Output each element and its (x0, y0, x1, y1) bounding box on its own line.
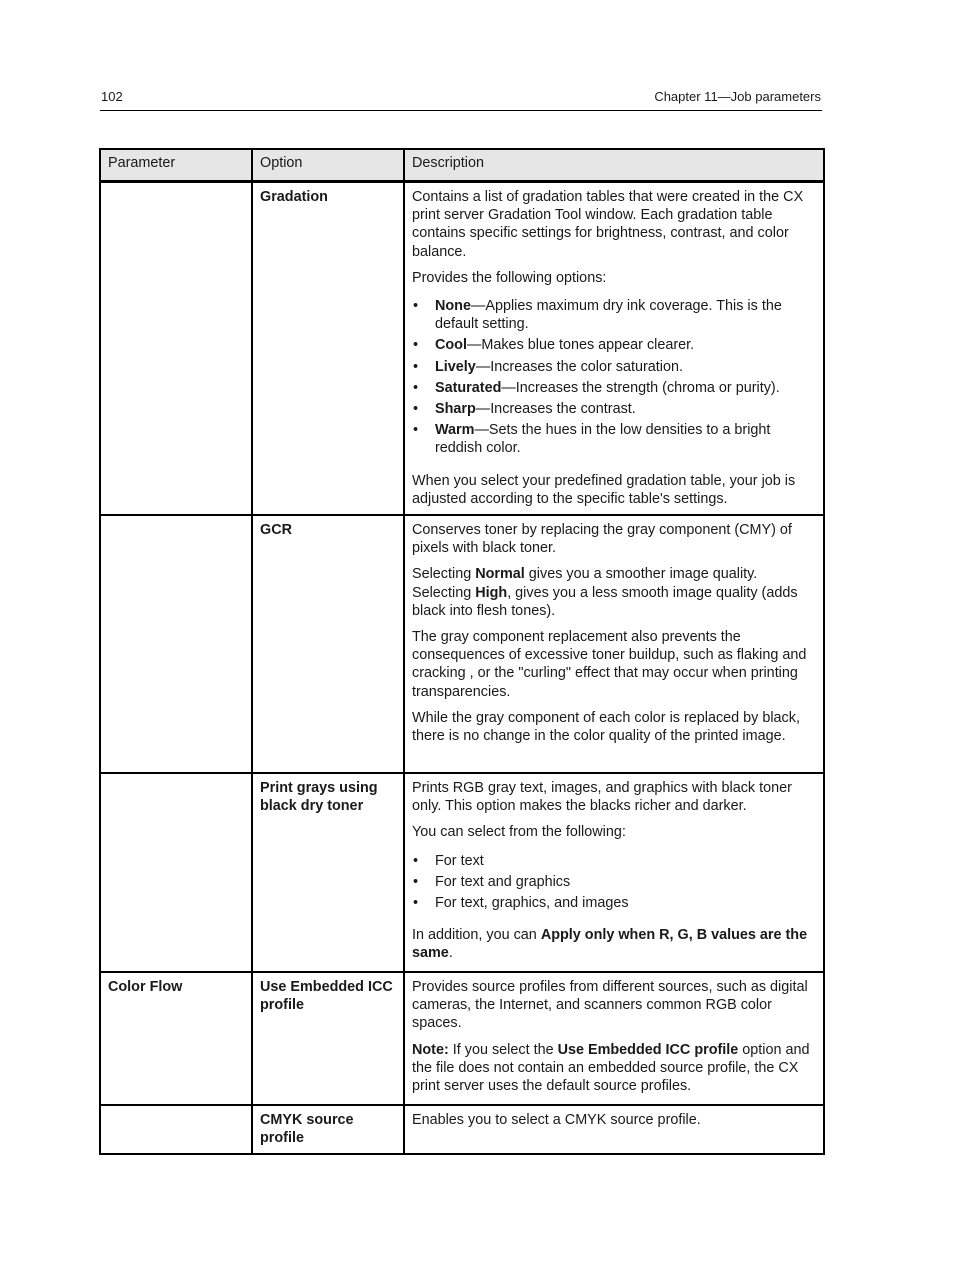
bullet-icon: • (413, 358, 419, 375)
list-item-text: —Increases the contrast. (475, 401, 636, 418)
text-run-bold: Normal (475, 566, 525, 583)
bullet-icon: • (413, 895, 419, 912)
table-row (100, 972, 824, 1105)
description-paragraph: Conserves toner by replacing the gray component (CMY) of pixels with black toner. (412, 522, 792, 557)
list-item (412, 400, 816, 418)
bullet-icon: • (413, 852, 419, 869)
bullet-icon: • (413, 337, 419, 354)
list-item-term: Cool (435, 337, 467, 354)
chapter-title: Chapter 11—Job parameters (654, 89, 821, 104)
list-item-term: None (435, 298, 471, 315)
page-number: 102 (101, 89, 123, 104)
list-item (412, 894, 816, 912)
list-item-text: For text, graphics, and images (435, 895, 629, 912)
list-item (412, 852, 816, 870)
description-paragraph (412, 1041, 816, 1096)
text-run: If you select the (448, 1041, 558, 1058)
column-header-description: Description (404, 149, 824, 182)
parameter-cell: Color Flow (100, 972, 252, 1105)
description-cell (404, 972, 824, 1105)
text-run: Selecting (412, 566, 476, 583)
description-paragraph: You can select from the following: (412, 824, 626, 841)
description-paragraph: Provides source profiles from different sources, such as digital cameras, the Internet, and scanners common RGB color spaces. (412, 979, 808, 1032)
description-cell (404, 182, 824, 516)
list-item-term: Warm (435, 422, 475, 439)
text-run: gives you a smoother image quality. Selecting (412, 566, 758, 601)
list-item-term: Sharp (435, 401, 476, 418)
bullet-icon: • (413, 422, 419, 439)
list-item-term: Saturated (435, 379, 502, 396)
parameter-cell (100, 182, 252, 516)
text-run: In addition, you can (412, 927, 541, 944)
parameter-cell (100, 515, 252, 773)
list-item-text: —Applies maximum dry ink coverage. This is the default setting. (435, 298, 782, 333)
list-item-text: For text (435, 852, 484, 869)
list-item (412, 379, 816, 397)
text-run: . (448, 945, 453, 962)
text-run-bold: Note: (412, 1041, 449, 1058)
parameters-table (99, 148, 825, 1155)
description-paragraph: While the gray component of each color is replaced by black, there is no change in the color quality of the printed image. (412, 709, 800, 745)
option-cell: GCR (252, 515, 404, 773)
parameter-cell (100, 1105, 252, 1154)
list-item-text: For text and graphics (435, 873, 571, 890)
description-paragraph: Enables you to select a CMYK source profile. (412, 1112, 701, 1129)
option-cell: Print grays using black dry toner (252, 773, 404, 972)
option-list (412, 297, 816, 458)
text-run-bold: High (475, 584, 508, 601)
option-cell: Gradation (252, 182, 404, 516)
description-cell (404, 1105, 824, 1154)
list-item (412, 358, 816, 376)
list-item-text: —Increases the color saturation. (475, 358, 683, 375)
description-paragraph: When you select your predefined gradation table, your job is adjusted according to the specific table's settings. (412, 472, 796, 507)
list-item (412, 421, 816, 457)
text-run: option and the file does not contain an embedded source profile, the CX print server uses the default source profiles. (412, 1041, 810, 1095)
bullet-icon: • (413, 298, 419, 315)
column-header-option: Option (252, 149, 404, 182)
bullet-icon: • (413, 401, 419, 418)
text-run-bold: Use Embedded ICC profile (557, 1041, 739, 1058)
option-list (412, 852, 816, 913)
description-paragraph: Provides the following options: (412, 269, 607, 286)
list-item (412, 873, 816, 891)
table-row (100, 515, 824, 773)
description-paragraph: The gray component replacement also prevents the consequences of excessive toner buildup, such as flaking and cracking , or the "curling" effect that may occur when printing transparencies. (412, 629, 807, 700)
list-item (412, 297, 816, 333)
parameter-cell (100, 773, 252, 972)
list-item-term: Lively (435, 358, 476, 375)
list-item-text: —Sets the hues in the low densities to a bright reddish color. (435, 422, 771, 457)
table-row (100, 182, 824, 516)
option-cell: CMYK source profile (252, 1105, 404, 1154)
description-cell (404, 773, 824, 972)
bullet-icon: • (413, 379, 419, 396)
list-item-text: —Makes blue tones appear clearer. (466, 337, 695, 354)
table-header-row (100, 149, 824, 182)
list-item (412, 336, 816, 354)
bullet-icon: • (413, 873, 419, 890)
description-paragraph (412, 926, 816, 962)
column-header-parameter: Parameter (100, 149, 252, 182)
header-rule (100, 110, 822, 111)
description-cell (404, 515, 824, 773)
text-run: , gives you a less smooth image quality (adds black into flesh tones). (412, 584, 798, 619)
list-item-text: —Increases the strength (chroma or purity). (501, 379, 780, 396)
table-row (100, 1105, 824, 1154)
table-row (100, 773, 824, 972)
description-paragraph: Prints RGB gray text, images, and graphics with black toner only. This option makes the blacks richer and darker. (412, 780, 792, 815)
text-run-bold: Apply only when R, G, B values are the same (412, 927, 808, 962)
description-paragraph: Contains a list of gradation tables that were created in the CX print server Gradation Tool window. Each gradation table contains specific settings for brightness, contrast, and color balance. (412, 189, 804, 260)
description-paragraph (412, 565, 816, 620)
option-cell: Use Embedded ICC profile (252, 972, 404, 1105)
